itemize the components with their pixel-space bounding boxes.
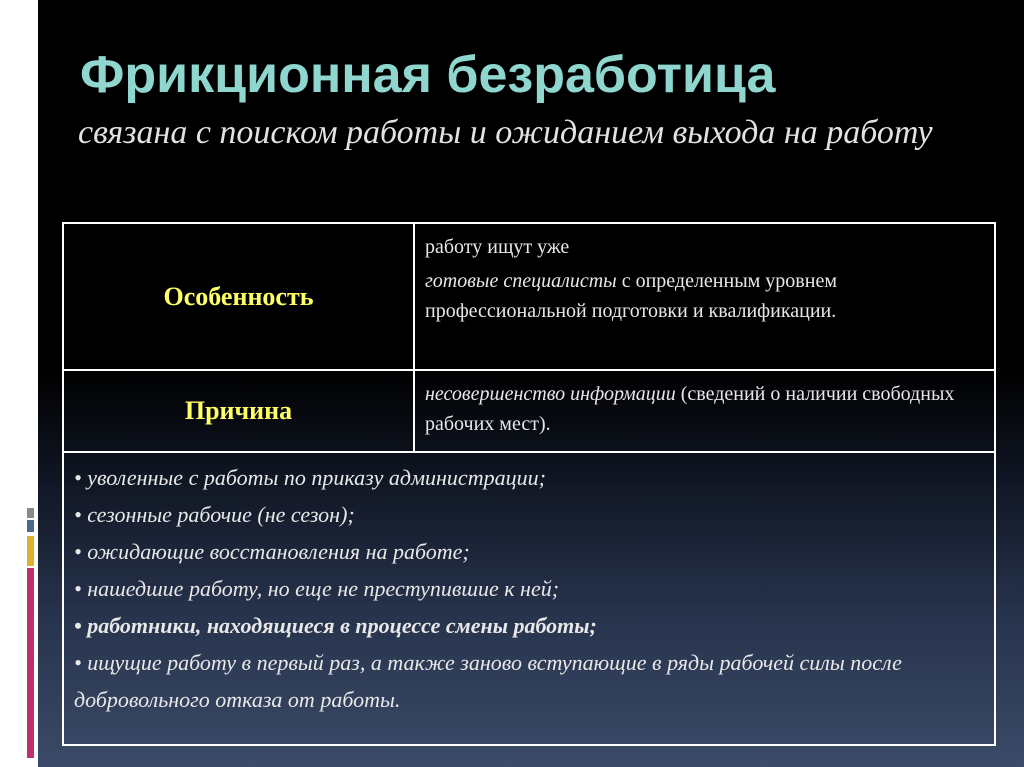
info-table: [62, 222, 996, 746]
cause-desc-rest: (сведений о наличии свободных рабочих мест).: [425, 383, 955, 435]
cause-description: [415, 371, 994, 439]
deco-block-4: [27, 568, 34, 758]
list-item: • уволенные с работы по приказу администрации;: [74, 465, 546, 490]
categories-cell: [64, 453, 994, 744]
feature-desc-italic: готовые специалисты: [425, 270, 617, 292]
feature-label: Особенность: [163, 281, 314, 311]
left-decoration: [24, 500, 38, 767]
list-item: • сезонные рабочие (не сезон);: [74, 502, 355, 527]
feature-desc-line1: работу ищут уже: [425, 236, 570, 258]
list-item: • работники, находящиеся в процессе смены работы;: [74, 613, 597, 638]
feature-desc-cell: [415, 224, 994, 371]
cause-label: Причина: [184, 396, 293, 425]
slide-title: Фрикционная безработица: [80, 46, 776, 104]
deco-block-1: [27, 508, 34, 518]
categories-list: [64, 453, 994, 718]
feature-label-cell: [64, 224, 415, 371]
feature-description: [415, 224, 994, 326]
list-item: • ищущие работу в первый раз, а также заново вступающие в ряды рабочей силы после добровольного отказа от работы.: [74, 650, 902, 712]
list-item: • ожидающие восстановления на работе;: [74, 539, 470, 564]
feature-desc-rest: с определенным уровнем профессиональной подготовки и квалификации.: [425, 270, 837, 322]
cause-label-cell: [64, 371, 415, 453]
cause-desc-cell: [415, 371, 994, 453]
slide-subtitle: связана с поиском работы и ожиданием выхода на работу: [78, 114, 933, 151]
deco-block-2: [27, 520, 34, 532]
cause-desc-italic: несовершенство информации: [425, 383, 676, 405]
deco-block-3: [27, 536, 34, 566]
list-item: • нашедшие работу, но еще не преступившие к ней;: [74, 576, 560, 601]
